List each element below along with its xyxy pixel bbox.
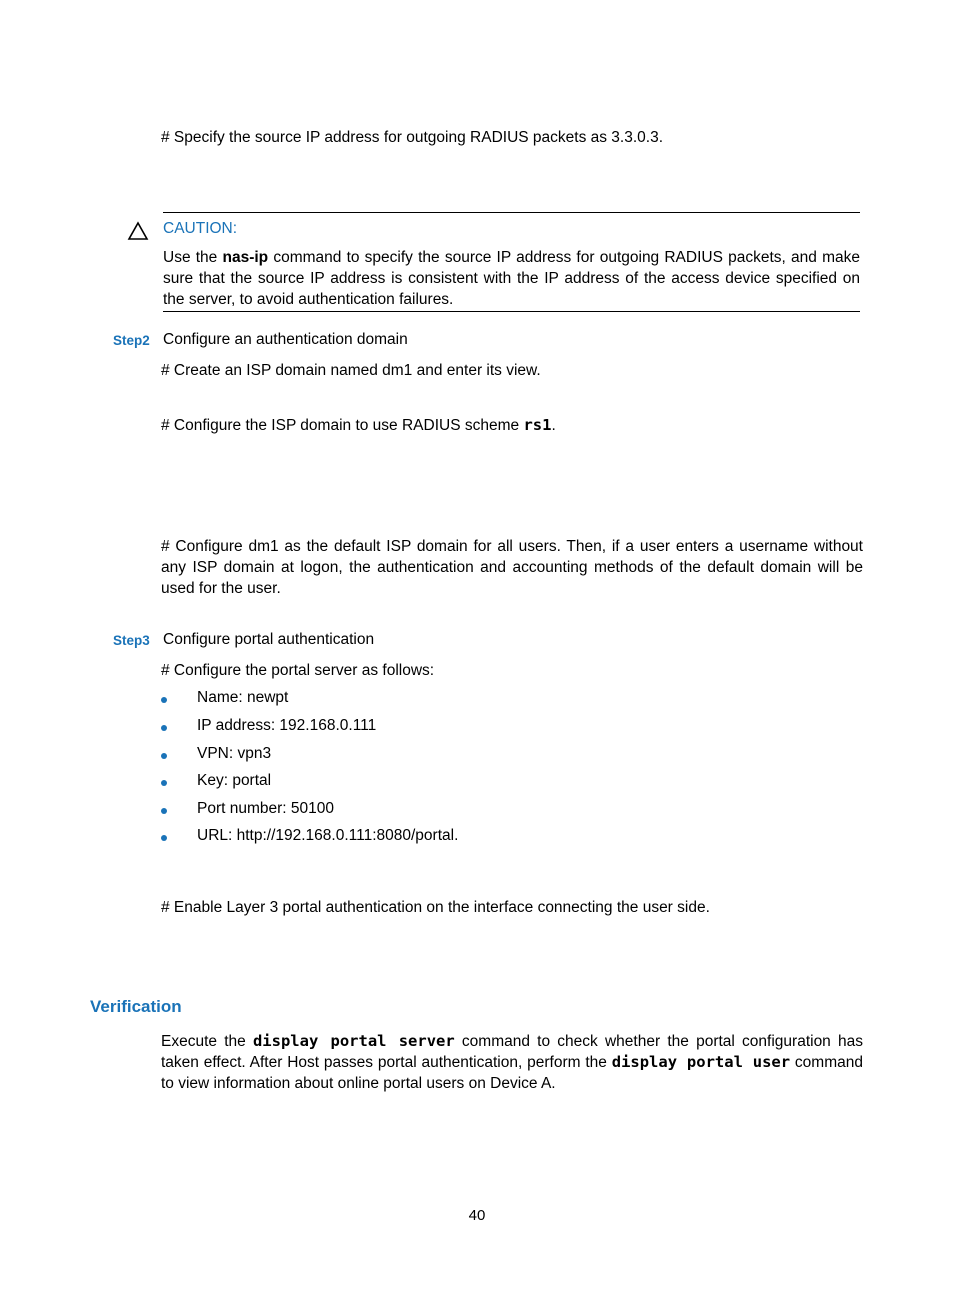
step3-enable: # Enable Layer 3 portal authentication on the interface connecting the user side. [161, 899, 710, 916]
list-item: VPN: vpn3 [197, 745, 272, 762]
list-item: Key: portal [197, 772, 272, 789]
list-item: IP address: 192.168.0.111 [197, 717, 377, 734]
list-item: Name: newpt [197, 689, 289, 706]
warning-triangle-icon [127, 221, 149, 246]
rs1-command: rs1 [523, 416, 552, 434]
caution-body: Use the nas-ip command to specify the source IP address for outgoing RADIUS packets, and make sure that the source IP address is consistent with the IP address of the access device specified on the server, to avoid authentication failures. [163, 249, 860, 308]
bullet-dot [161, 835, 167, 841]
bullet-dot [161, 780, 167, 786]
step2-label: Step2 [113, 333, 150, 348]
step2-line3: # Configure dm1 as the default ISP domain for all users. Then, if a user enters a username without any ISP domain at logon, the authentication and accounting methods of the default domain will be used for the user. [161, 538, 863, 597]
list-item: Port number: 50100 [197, 800, 335, 817]
verification-heading: Verification [90, 997, 182, 1016]
bullet-dot [161, 808, 167, 814]
bullet-dot [161, 753, 167, 759]
list-item: URL: http://192.168.0.111:8080/portal. [197, 827, 459, 844]
caution-top-rule [163, 212, 860, 213]
display-portal-server-command: display portal server [252, 1032, 455, 1050]
step2-line1: # Create an ISP domain named dm1 and enter its view. [161, 362, 541, 379]
step3-intro: # Configure the portal server as follows: [161, 662, 435, 679]
bullet-dot [161, 725, 167, 731]
caution-bottom-rule [163, 311, 860, 312]
step3-label: Step3 [113, 633, 150, 648]
nas-ip-command: nas-ip [222, 249, 269, 266]
step2-line2: # Configure the ISP domain to use RADIUS scheme rs1. [161, 416, 556, 434]
caution-label: CAUTION: [163, 220, 238, 237]
display-portal-user-command: display portal user [611, 1053, 791, 1071]
bullet-dot [161, 697, 167, 703]
verification-body: Execute the display portal server command to check whether the portal configuration has taken effect. After Host passes portal authentication, perform the display portal user command to view information about online portal users on Device A. [161, 1032, 863, 1092]
page-number: 40 [468, 1207, 486, 1224]
step3-title: Configure portal authentication [163, 631, 375, 648]
step2-title: Configure an authentication domain [163, 331, 408, 348]
intro-text: # Specify the source IP address for outgoing RADIUS packets as 3.3.0.3. [161, 129, 664, 146]
